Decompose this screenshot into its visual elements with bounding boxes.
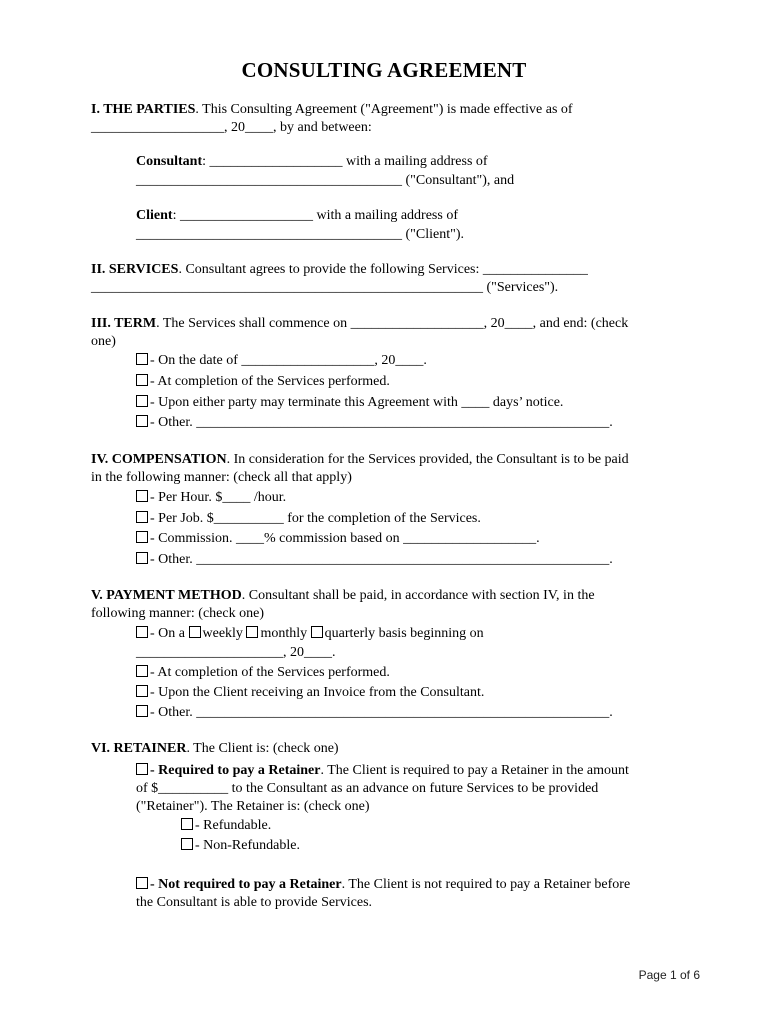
payment-option-other xyxy=(136,704,613,722)
compensation-text: . In consideration for the Services provided, the Consultant is to be paid xyxy=(226,452,629,467)
retainer-line-1 xyxy=(91,740,339,758)
compensation-line-2: in the following manner: (check all that apply) xyxy=(91,470,352,485)
term-option-date xyxy=(136,352,427,370)
term-text: . The Services shall commence on ___________________, 20____, and end: (check xyxy=(156,316,629,331)
term-notice-checkbox[interactable] xyxy=(136,395,148,407)
retainer-not-required-text: . The Client is not required to pay a Retainer before xyxy=(341,877,631,892)
consultant-line-1 xyxy=(136,153,488,171)
term-other-checkbox[interactable] xyxy=(136,415,148,427)
payment-quarterly-checkbox[interactable] xyxy=(311,626,323,638)
retainer-not-required-checkbox[interactable] xyxy=(136,877,148,889)
comp-option-label: - Commission. ____% commission based on ___________________. xyxy=(150,531,540,546)
retainer-required-label: Required to pay a Retainer xyxy=(158,763,321,778)
retainer-required-line-3: ("Retainer"). The Retainer is: (check one) xyxy=(136,799,370,814)
retainer-option-non-refundable xyxy=(181,837,300,855)
consultant-text: : ___________________ with a mailing address of xyxy=(202,154,488,169)
parties-line-2: ___________________, 20____, by and between: xyxy=(91,120,372,135)
retainer-non-refundable-label: - Non-Refundable. xyxy=(195,838,300,853)
comp-commission-checkbox[interactable] xyxy=(136,531,148,543)
payment-quarterly-label: quarterly basis beginning on xyxy=(324,626,484,641)
payment-option-completion xyxy=(136,664,390,682)
payment-option-label: - Upon the Client receiving an Invoice from the Consultant. xyxy=(150,685,485,700)
payment-heading: V. PAYMENT METHOD xyxy=(91,588,242,603)
payment-invoice-checkbox[interactable] xyxy=(136,685,148,697)
payment-option-schedule xyxy=(136,625,484,643)
retainer-required-line-1 xyxy=(136,762,629,780)
term-heading: III. TERM xyxy=(91,316,157,331)
term-option-label: - At completion of the Services performed. xyxy=(150,374,390,389)
payment-option-label: - At completion of the Services performed. xyxy=(150,665,390,680)
retainer-required-dash: - xyxy=(150,763,159,778)
payment-schedule-checkbox[interactable] xyxy=(136,626,148,638)
term-option-label: - On the date of ___________________, 20____. xyxy=(150,353,427,368)
payment-monthly-checkbox[interactable] xyxy=(246,626,258,638)
comp-option-label: - Per Hour. $____ /hour. xyxy=(150,490,287,505)
services-heading: II. SERVICES xyxy=(91,262,179,277)
term-line-2: one) xyxy=(91,334,116,349)
parties-line-1 xyxy=(91,101,573,119)
term-line-1 xyxy=(91,315,628,333)
retainer-option-refundable xyxy=(181,817,271,835)
payment-text: . Consultant shall be paid, in accordance with section IV, in the xyxy=(241,588,595,603)
services-text: . Consultant agrees to provide the following Services: _______________ xyxy=(178,262,588,277)
retainer-required-checkbox[interactable] xyxy=(136,763,148,775)
page-number: Page 1 of 6 xyxy=(638,968,700,982)
consultant-label: Consultant xyxy=(136,154,203,169)
comp-other-checkbox[interactable] xyxy=(136,552,148,564)
retainer-not-required-line-2: the Consultant is able to provide Services. xyxy=(136,895,373,910)
payment-monthly-label: monthly xyxy=(260,626,308,641)
client-line-1 xyxy=(136,207,458,225)
retainer-text: . The Client is: (check one) xyxy=(186,741,339,756)
term-option-notice xyxy=(136,394,563,412)
payment-on-a-label: - On a xyxy=(150,626,185,641)
retainer-required-text: . The Client is required to pay a Retainer in the amount xyxy=(320,763,629,778)
comp-option-label: - Per Job. $__________ for the completion of the Services. xyxy=(150,511,481,526)
payment-option-invoice xyxy=(136,684,484,702)
comp-option-commission xyxy=(136,530,540,548)
compensation-heading: IV. COMPENSATION xyxy=(91,452,227,467)
comp-option-other xyxy=(136,551,613,569)
parties-text: . This Consulting Agreement ("Agreement") is made effective as of xyxy=(195,102,573,117)
retainer-refundable-checkbox[interactable] xyxy=(181,818,193,830)
term-option-other xyxy=(136,414,613,432)
services-line-2: ________________________________________________________ ("Services"). xyxy=(91,280,559,295)
payment-weekly-checkbox[interactable] xyxy=(189,626,201,638)
retainer-non-refundable-checkbox[interactable] xyxy=(181,838,193,850)
services-line-1 xyxy=(91,261,588,279)
comp-option-label: - Other. ___________________________________________________________. xyxy=(150,552,613,567)
document-title: CONSULTING AGREEMENT xyxy=(241,58,527,82)
retainer-not-required-line-1 xyxy=(136,876,630,894)
retainer-not-required-label: Not required to pay a Retainer xyxy=(158,877,342,892)
payment-option-label: - Other. ___________________________________________________________. xyxy=(150,705,613,720)
comp-hour-checkbox[interactable] xyxy=(136,490,148,502)
term-option-completion xyxy=(136,373,390,391)
client-text: : ___________________ with a mailing address of xyxy=(172,208,458,223)
payment-completion-checkbox[interactable] xyxy=(136,665,148,677)
consultant-line-2: ______________________________________ ("Consultant"), and xyxy=(136,173,515,188)
client-label: Client xyxy=(136,208,173,223)
parties-heading: I. THE PARTIES xyxy=(91,102,196,117)
comp-option-job xyxy=(136,510,481,528)
retainer-refundable-label: - Refundable. xyxy=(195,818,272,833)
comp-option-hour xyxy=(136,489,286,507)
payment-line-1 xyxy=(91,587,595,605)
client-line-2: ______________________________________ ("Client"). xyxy=(136,227,464,242)
payment-date-line: _____________________, 20____. xyxy=(136,645,336,660)
compensation-line-1 xyxy=(91,451,629,469)
term-option-label: - Upon either party may terminate this Agreement with ____ days’ notice. xyxy=(150,395,564,410)
term-option-label: - Other. ___________________________________________________________. xyxy=(150,415,613,430)
retainer-heading: VI. RETAINER xyxy=(91,741,187,756)
payment-line-2: following manner: (check one) xyxy=(91,606,264,621)
term-date-checkbox[interactable] xyxy=(136,353,148,365)
term-completion-checkbox[interactable] xyxy=(136,374,148,386)
retainer-not-required-dash: - xyxy=(150,877,159,892)
comp-job-checkbox[interactable] xyxy=(136,511,148,523)
retainer-required-line-2: of $__________ to the Consultant as an advance on future Services to be provided xyxy=(136,781,599,796)
payment-weekly-label: weekly xyxy=(202,626,243,641)
payment-other-checkbox[interactable] xyxy=(136,705,148,717)
